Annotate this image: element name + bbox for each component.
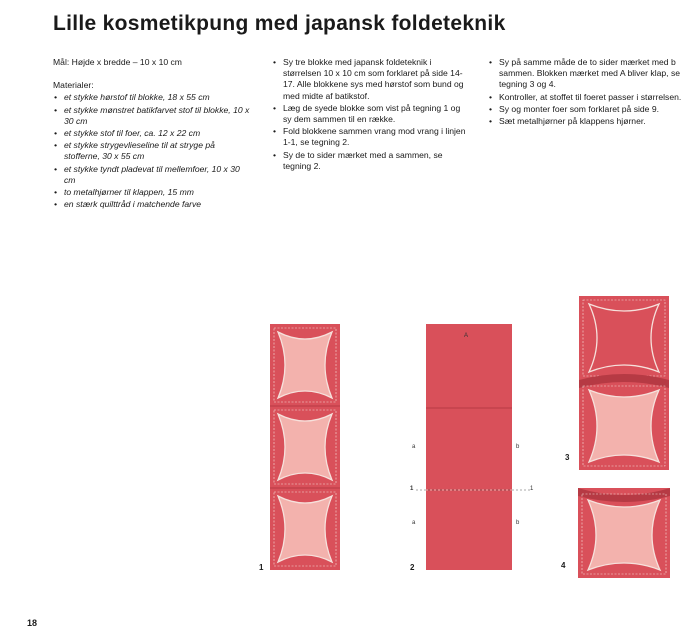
- instruction-step: • Kontroller, at stoffet til foeret passer i størrelsen.: [488, 92, 684, 103]
- instructions-column-2: [488, 57, 684, 128]
- instructions-column-1: [272, 57, 468, 173]
- list-item: • et stykke strygevlieseline til at stryge på stofferne, 30 x 55 cm: [53, 140, 253, 162]
- list-item: • et stykke tyndt pladevat til mellemfoer, 10 x 30 cm: [53, 164, 253, 186]
- instruction-step: • Sy de to sider mærket med a sammen, se tegning 2.: [272, 150, 468, 172]
- list-item: • to metalhjørner til klappen, 15 mm: [53, 187, 253, 198]
- instructions-list-2: [488, 57, 684, 127]
- figure-2-fold-mark-right: 1: [530, 486, 534, 492]
- instruction-step: • Fold blokkene sammen vrang mod vrang i linjen 1-1, se tegning 2.: [272, 126, 468, 148]
- figure-2-side-a-bottom: a: [412, 520, 416, 526]
- strip-back: [426, 324, 512, 570]
- figure-4-label: 4: [561, 561, 566, 570]
- materials-column: [53, 57, 253, 211]
- materials-list: [53, 92, 253, 210]
- instruction-step: • Sy på samme måde de to sider mærket med b sammen. Blokken mærket med A bliver klap, se tegning 3 og 4.: [488, 57, 684, 91]
- list-item: • en stærk quilttråd i matchende farve: [53, 199, 253, 210]
- instruction-step: • Sy tre blokke med japansk foldeteknik i størrelsen 10 x 10 cm som forklaret på side 14-17. Alle blokkene sys med hørstof som bund og med midte af batikstof.: [272, 57, 468, 102]
- figure-1-drawing: [270, 324, 340, 570]
- figure-2-letter-A: A: [464, 333, 469, 339]
- page-number: 18: [27, 618, 38, 628]
- figure-1-label: 1: [259, 563, 264, 572]
- instructions-list-1: [272, 57, 468, 172]
- page-title: Lille kosmetikpung med japansk foldeteknik: [53, 12, 506, 35]
- figure-2-side-b-bottom: b: [516, 520, 520, 526]
- list-item: • et stykke hørstof til blokke, 18 x 55 cm: [53, 92, 253, 103]
- list-item: • et stykke mønstret batikfarvet stof til blokke, 10 x 30 cm: [53, 105, 253, 127]
- figure-4-drawing: [578, 488, 670, 578]
- instruction-step: • Sæt metalhjørner på klappens hjørner.: [488, 116, 684, 127]
- list-item: • et stykke stof til foer, ca. 12 x 22 cm: [53, 128, 253, 139]
- instruction-step: • Sy og monter foer som forklaret på side 9.: [488, 104, 684, 115]
- materials-heading: Materialer:: [53, 80, 94, 91]
- figure-3-label: 3: [565, 453, 570, 462]
- figure-3-drawing: [579, 296, 669, 470]
- figure-2-side-b-top: b: [516, 444, 520, 450]
- fold-indicator-line: [416, 487, 530, 493]
- figure-2-side-a-top: a: [412, 444, 416, 450]
- figure-2-drawing: [426, 324, 512, 570]
- figure-2-label: 2: [410, 563, 415, 572]
- figure-2-fold-mark-left: 1: [410, 486, 414, 492]
- measurements: Mål: Højde x bredde – 10 x 10 cm: [53, 57, 182, 67]
- instruction-step: • Læg de syede blokke som vist på tegning 1 og sy dem sammen til en række.: [272, 103, 468, 125]
